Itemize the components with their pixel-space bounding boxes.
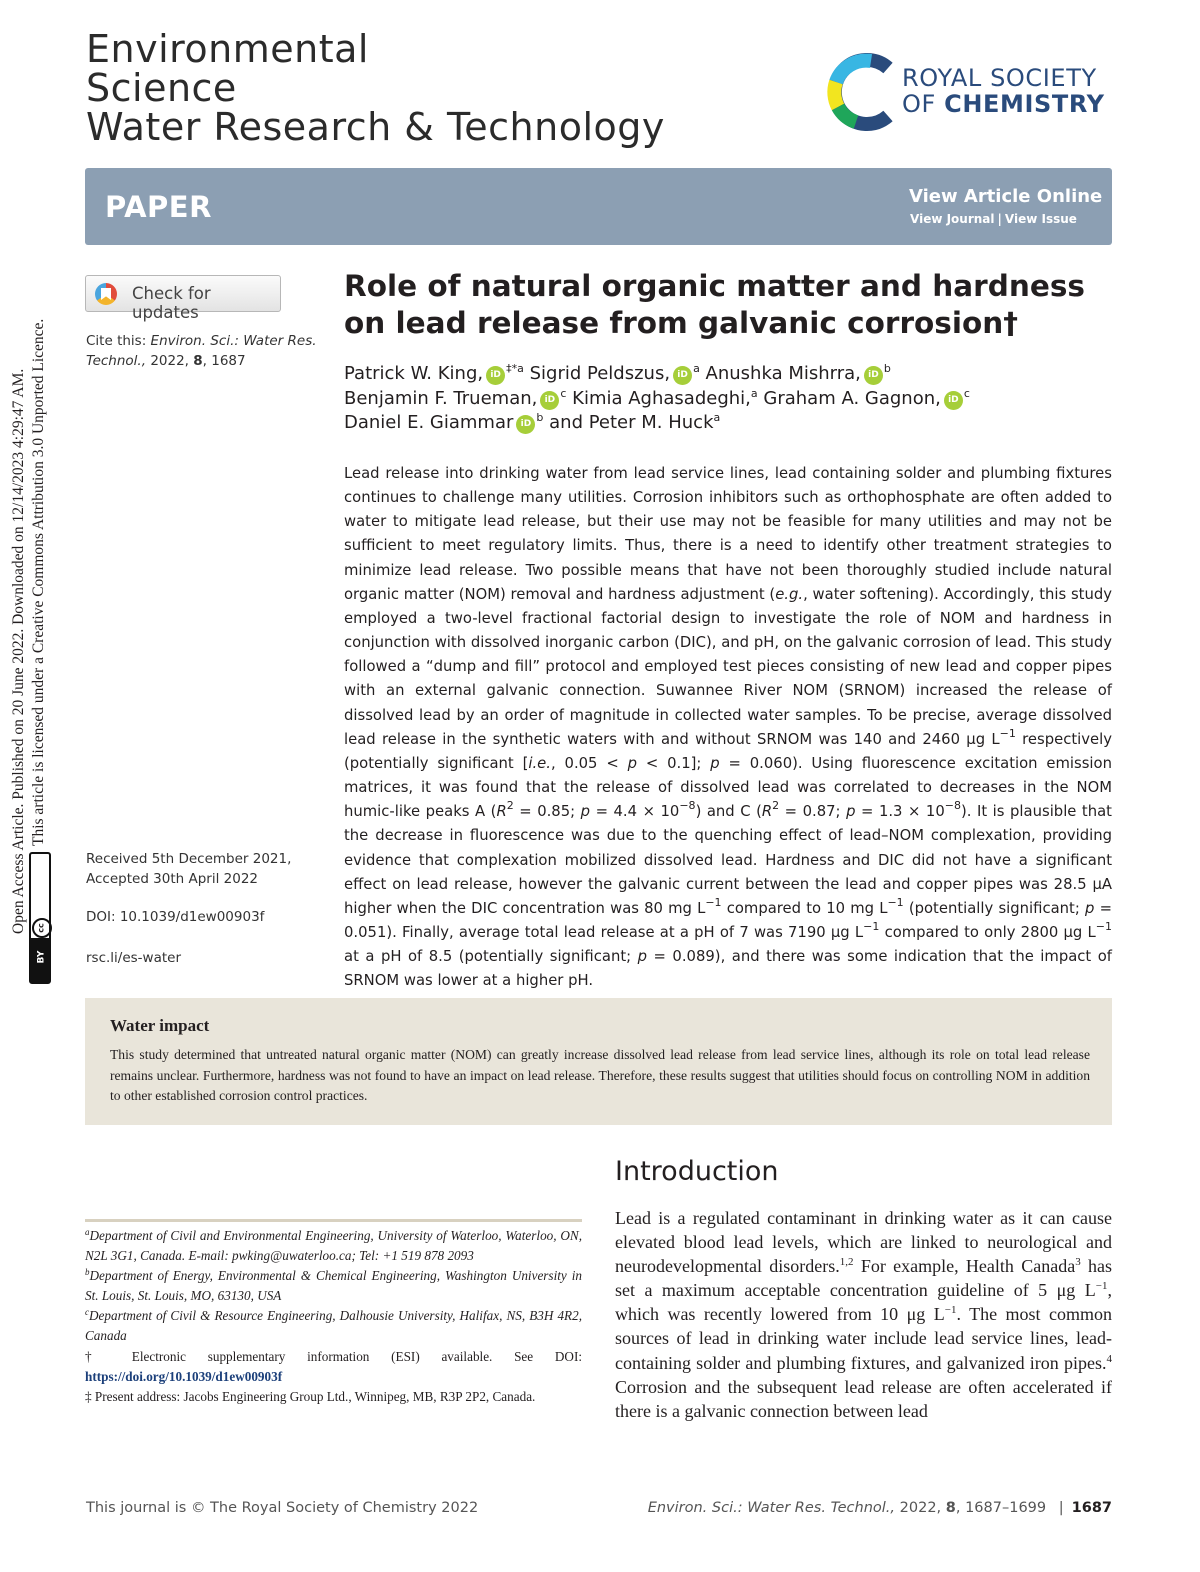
view-article-online-link[interactable]: View Article Online [909, 186, 1103, 207]
introduction-heading: Introduction [615, 1156, 779, 1187]
affiliation-c: $^c$Department of Civil & Resource Engineering, Dalhousie University, Halifax, NS, B3H 4R2, Canada [85, 1307, 582, 1344]
water-impact-box [85, 998, 1112, 1125]
esi-doi-link[interactable]: https://doi.org/10.1039/d1ew00903f [85, 1368, 283, 1384]
rsc-logo-icon [826, 52, 906, 132]
abstract: Lead release into drinking water from lead service lines, lead containing solder and plumbing fixtures continues to challenge many utilities. Corrosion inhibitors such as orthophosphate are often added to water to mitigate lead release, but their use may not be feasible for many utilities and may not be sufficient to meet regulatory limits. Thus, there is a need to identify other treatment strategies to minimize lead release. Two possible means that have not been thoroughly studied include natural organic matter (NOM) removal and hardness adjustment (e.g., water softening). Accordingly, this study employed a two-level fractional factorial design to investigate the role of NOM and hardness in conjunction with dissolved inorganic carbon (DIC), and pH, on the galvanic corrosion of lead. This study followed a “dump and fill” protocol and employed test pieces consisting of new lead and copper pipes with an external galvanic connection. Suwannee River NOM (SRNOM) increased the release of dissolved lead by an order of magnitude in collected water samples. To be precise, average dissolved lead release in the synthetic waters with and without SRNOM was 140 and 2460 μg $L^{-1}$ respectively (potentially significant [i.e., 0.05 < p < 0.1]; p = 0.060). Using fluorescence excitation emission matrices, it was found that the release of dissolved lead was correlated to decreases in the NOM humic-like peaks A ($R^2 = 0.85$; $p = 4.4 \times 10^{-8}$) and C ($R^2 = 0.87$; $p = 1.3 \times 10^{-8}$). It is plausible that the decrease in fluorescence was due to the quenching effect of lead–NOM complexation, providing evidence that complexation mobilized dissolved lead. Hardness and DIC did not have a significant effect on lead release, however the galvanic current between the lead and copper pipes was 28.5 μA higher when the DIC concentration was 80 mg $L^{-1}$ compared to 10 mg $L^{-1}$ (potentially significant; p = 0.051). Finally, average total lead release at a pH of 7 was 7190 μg $L^{-1}$ compared to only 2800 μg $L^{-1}$ at a pH of 8.5 (potentially significant; p = 0.089), and there was some indication that the impact of SRNOM was lower at a higher pH. [344, 465, 1113, 990]
view-links: View Journal | View Issue [910, 212, 1077, 226]
citation: Cite this: Environ. Sci.: Water Res. Technol., 2022, 8, 1687 [86, 333, 317, 369]
author: Sigrid Peldszus, [529, 363, 671, 384]
esi-note: † Electronic supplementary information (ESI) available. See DOI: https://doi.org/10.1039/d1ew00903f [85, 1348, 582, 1384]
reference-link[interactable]: 4 [1106, 1352, 1112, 1365]
doi[interactable]: DOI: 10.1039/d1ew00903f [86, 909, 265, 925]
journal-footer: Environ. Sci.: Water Res. Technol., 2022, 8, 1687–1699 | 1687 [647, 1500, 1112, 1516]
affiliation-a: $^a$Department of Civil and Environmental Engineering, University of Waterloo, Waterloo, ON, N2L 3G1, Canada. E-mail: pwking@uwaterloo.ca; Tel: +1 519 878 2093 [85, 1227, 582, 1264]
footnote-divider [85, 1219, 582, 1222]
author: Patrick W. King, [344, 363, 484, 384]
open-access-notice: Open Access Article. Published on 20 June 2022. Downloaded on 12/14/2023 4:29:47 AM. [10, 368, 27, 934]
orcid-icon[interactable]: iD [944, 391, 963, 410]
author: Benjamin F. Trueman, [344, 387, 538, 409]
received-dates: Received 5th December 2021, Accepted 30th April 2022 [86, 851, 292, 887]
orcid-icon[interactable]: iD [540, 391, 559, 410]
article-title: Role of natural organic matter and hardness on lead release from galvanic corrosion† [344, 269, 1085, 340]
page-number: 1687 [1071, 1500, 1112, 1516]
cc-by-badge[interactable] [29, 852, 51, 984]
view-journal-link[interactable]: View Journal [910, 212, 995, 226]
author: Anushka Mishrra, [705, 363, 861, 384]
reference-link[interactable]: 1,2 [839, 1256, 854, 1269]
author: Daniel E. Giammar [344, 412, 514, 433]
author: and Peter M. Huck [549, 412, 714, 433]
copyright-footer: This journal is © The Royal Society of Chemistry 2022 [86, 1500, 479, 1516]
author: Graham A. Gagnon, [763, 387, 941, 409]
cc-icon: cc [32, 918, 52, 938]
journal-title: Environmental Science Water Research & Technology [86, 27, 665, 149]
affiliation-b: $^b$Department of Energy, Environmental & Chemical Engineering, Washington University in St. Louis, St. Louis, MO, 63130, USA [85, 1267, 582, 1304]
orcid-icon[interactable]: iD [516, 415, 535, 434]
water-impact-heading: Water impact [110, 1016, 210, 1035]
orcid-icon[interactable]: iD [673, 366, 692, 385]
journal-url[interactable]: rsc.li/es-water [86, 950, 182, 966]
view-issue-link[interactable]: View Issue [1004, 212, 1077, 226]
by-icon: BY [31, 938, 49, 982]
publisher-name: ROYAL SOCIETY OF CHEMISTRY [902, 64, 1105, 118]
author: Kimia Aghasadeghi, [572, 387, 751, 409]
footnotes [85, 1226, 582, 1407]
crossmark-icon [95, 283, 117, 305]
reference-link[interactable]: 3 [1075, 1256, 1081, 1269]
orcid-icon[interactable]: iD [486, 366, 505, 385]
check-for-updates-button[interactable]: Check for updates [85, 275, 281, 312]
author-list: Patrick W. King, iD $^{\ddagger*a}$ Sigrid Peldszus, iD $^a$ Anushka Mishrra, iD $^b$ Benjamin F. Trueman, iD $^c$ Kimia Aghasadeghi,$^a$ Graham A. Gagnon, iD $^c$ Daniel E. Giammar iD $^b$ and Peter M. Huck$^a$ [344, 362, 970, 433]
water-impact-text: This study determined that untreated natural organic matter (NOM) can greatly increase dissolved lead release from lead service lines, although its role on total lead release remains unclear. Furthermore, hardness was not found to have an impact on lead release. Therefore, these results suggest that utilities should focus on controlling NOM in addition to other established corrosion control practices. [110, 1047, 1090, 1104]
introduction-text: Lead is a regulated contaminant in drinking water as it can cause elevated blood lead levels, which are linked to neurological and neurodevelopmental disorders.$^{1,2}$ For example, Health Canada$^3$ has set a maximum acceptable concentration guideline of 5 μg $L^{-1}$, which was recently lowered from 10 μg $L^{-1}$. The most common sources of lead in drinking water include lead service lines, lead-containing solder and plumbing fixtures, and galvanized iron pipes.$^4$ Corrosion and the subsequent lead release are often accelerated if there is a galvanic connection between lead [615, 1208, 1112, 1421]
article-type-label: PAPER [105, 190, 212, 224]
present-address-note: ‡ Present address: Jacobs Engineering Group Ltd., Winnipeg, MB, R3P 2P2, Canada. [85, 1388, 536, 1404]
license-notice: This article is licensed under a Creative Commons Attribution 3.0 Unported Licence. [30, 318, 47, 846]
orcid-icon[interactable]: iD [864, 366, 883, 385]
article-type-banner [85, 168, 1112, 245]
